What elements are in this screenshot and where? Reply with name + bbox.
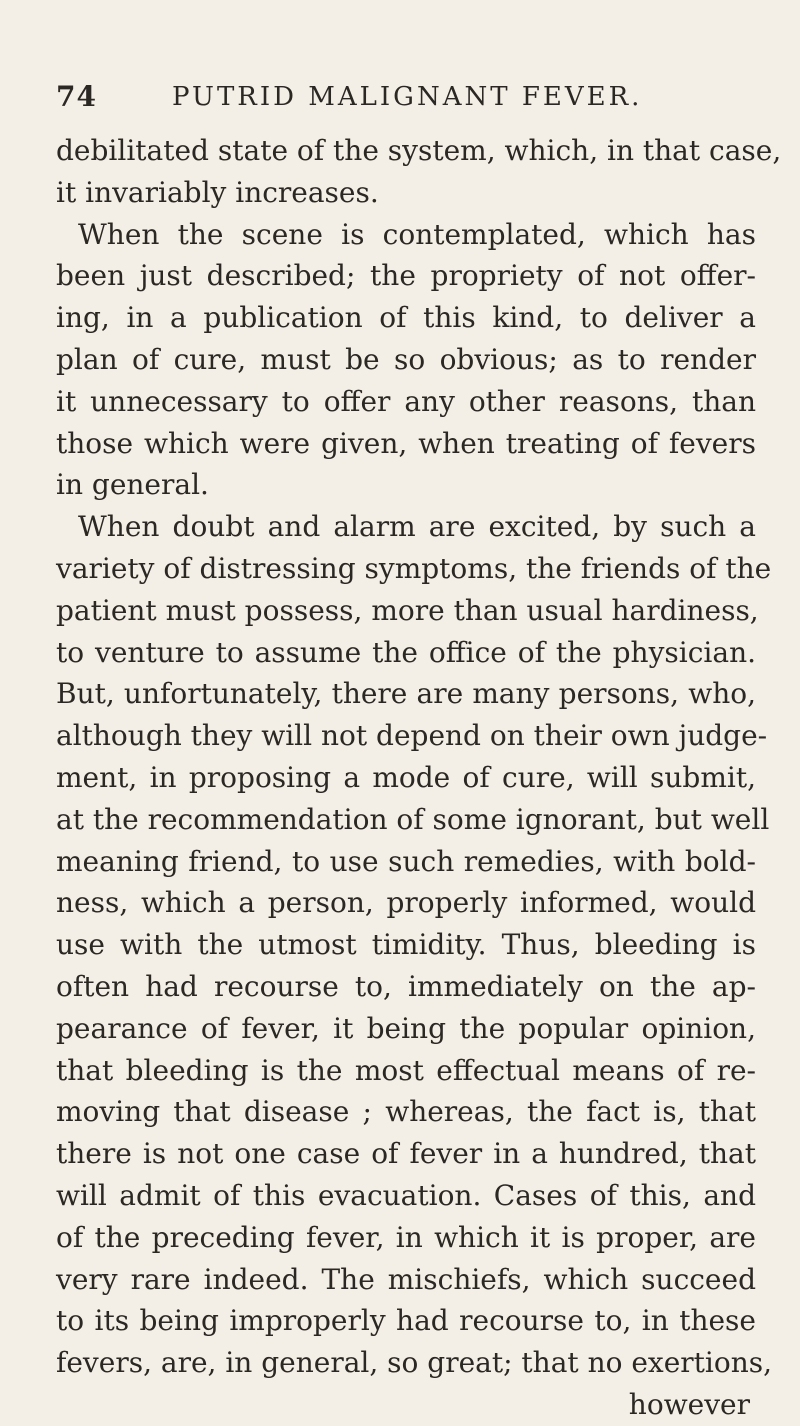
text-line: When doubt and alarm are excited, by such a xyxy=(78,510,756,544)
text-line: those which were given, when treating of fevers xyxy=(56,426,756,460)
text-line: of the preceding fever, in which it is proper, are xyxy=(56,1220,756,1254)
body-text xyxy=(56,130,782,1426)
running-head xyxy=(56,80,746,120)
text-line: to venture to assume the office of the physician. xyxy=(56,635,756,669)
text-line: to its being improperly had recourse to, in these xyxy=(56,1304,756,1338)
text-line: at the recommendation of some ignorant, but well xyxy=(56,802,770,836)
text-line: plan of cure, must be so obvious; as to render xyxy=(56,342,756,376)
text-line: that bleeding is the most effectual means of re- xyxy=(56,1053,756,1087)
text-line: pearance of fever, it being the popular opinion, xyxy=(56,1011,756,1045)
text-line: been just described; the propriety of not offer- xyxy=(56,259,756,293)
text-line: will admit of this evacuation. Cases of this, and xyxy=(56,1178,756,1212)
text-line: variety of distressing symptoms, the friends of the xyxy=(56,551,772,585)
text-line: ment, in proposing a mode of cure, will submit, xyxy=(56,760,756,794)
text-line: fevers, are, in general, so great; that no exertions, xyxy=(56,1346,773,1380)
text-line: debilitated state of the system, which, in that case, xyxy=(56,134,782,167)
text-line: although they will not depend on their own judge- xyxy=(56,719,768,753)
text-line: it unnecessary to offer any other reasons, than xyxy=(56,384,756,418)
text-line: patient must possess, more than usual hardiness, xyxy=(56,593,759,627)
text-line: in general. xyxy=(56,468,209,502)
text-line: often had recourse to, immediately on the ap- xyxy=(56,969,756,1003)
text-line: there is not one case of fever in a hundred, that xyxy=(56,1137,756,1171)
running-title: PUTRID MALIGNANT FEVER. xyxy=(172,82,643,112)
text-line: When the scene is contemplated, which has xyxy=(78,217,756,251)
text-line: very rare indeed. The mischiefs, which succeed xyxy=(56,1262,756,1296)
text-line: But, unfortunately, there are many persons, who, xyxy=(56,677,756,711)
page-number: 74 xyxy=(56,80,97,113)
text-line: ing, in a publication of this kind, to deliver a xyxy=(56,301,756,335)
catchword: however xyxy=(628,1387,750,1421)
text-line: ness, which a person, properly informed, would xyxy=(56,886,756,920)
text-line: use with the utmost timidity. Thus, bleeding is xyxy=(56,928,756,962)
text-line: moving that disease ; whereas, the fact is, that xyxy=(56,1095,756,1129)
text-line: it invariably increases. xyxy=(56,175,379,209)
text-line: meaning friend, to use such remedies, with bold- xyxy=(56,844,756,878)
